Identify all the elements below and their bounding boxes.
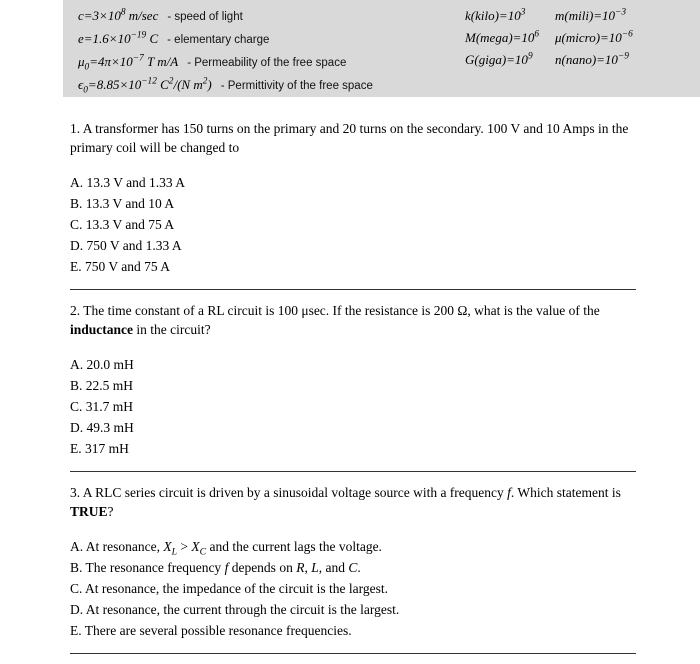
prefix-item: $G(giga)=10^9$ (465, 51, 533, 67)
constant-formula: $e=1.6\times 10^{-19}$ C (78, 30, 159, 46)
choice: A. 13.3 V and 1.33 A (70, 175, 186, 191)
choice: E. 317 mH (70, 441, 129, 457)
prefix-item: $\mu(micro)=10^{-6}$ (555, 29, 633, 45)
choice: B. The resonance frequency f depends on R, L, and C. (70, 560, 361, 576)
question-text: 2. The time constant of a RL circuit is 100 μsec. If the resistance is 200 Ω, what is the value of the inductance in the circuit? (70, 302, 600, 337)
constant-row (78, 74, 700, 97)
choice: D. 49.3 mH (70, 420, 134, 436)
constant-formula: $\mu_0=4\pi\times 10^{-7}$ T m/A (78, 53, 179, 73)
question-1 (70, 120, 636, 290)
choice: B. 13.3 V and 10 A (70, 196, 175, 212)
question-divider (70, 289, 636, 290)
choice: A. 20.0 mH (70, 357, 134, 373)
choice: D. 750 V and 1.33 A (70, 238, 182, 254)
choice: C. 13.3 V and 75 A (70, 217, 175, 233)
choices-list (70, 538, 636, 640)
choice: A. At resonance, $X_L > X_C$ and the current lags the voltage. (70, 539, 382, 558)
prefix-column-1 (465, 5, 539, 71)
constant-formula: $\epsilon_0=8.85\times 10^{-12}$ $C^2/(N$ $m^2$) (78, 76, 212, 96)
choice: D. At resonance, the current through the circuit is the largest. (70, 602, 400, 618)
prefix-item: $M(mega)=10^6$ (465, 29, 540, 45)
constant-description: - elementary charge (167, 34, 270, 46)
question-2 (70, 302, 636, 472)
prefix-item: $m(mili)=10^{-3}$ (555, 7, 627, 23)
choice: B. 22.5 mH (70, 378, 134, 394)
choice: E. There are several possible resonance frequencies. (70, 623, 352, 639)
constants-box (63, 0, 700, 97)
choice: E. 750 V and 75 A (70, 259, 171, 275)
constant-description: - Permeability of the free space (187, 57, 347, 69)
constant-description: - Permittivity of the free space (220, 80, 373, 92)
prefix-item: $n(nano)=10^{-9}$ (555, 51, 629, 67)
choice: C. At resonance, the impedance of the circuit is the largest. (70, 581, 389, 597)
choices-list (70, 174, 636, 276)
choice: C. 31.7 mH (70, 399, 134, 415)
question-divider (70, 653, 636, 654)
question-text: 3. A RLC series circuit is driven by a sinusoidal voltage source with a frequency f. Which statement is TRUE? (70, 484, 621, 519)
questions-section (70, 108, 636, 664)
prefix-item: $k(kilo)=10^3$ (465, 7, 526, 23)
question-3 (70, 484, 636, 654)
question-text: 1. A transformer has 150 turns on the primary and 20 turns on the secondary. 100 V and 10 Amps in the primary coil will be changed to (70, 121, 629, 155)
prefix-column-2 (555, 5, 633, 71)
constant-description: - speed of light (167, 11, 243, 23)
constant-formula: $c=3\times 10^8$ m/sec (78, 7, 159, 23)
question-divider (70, 471, 636, 472)
choices-list (70, 356, 636, 458)
